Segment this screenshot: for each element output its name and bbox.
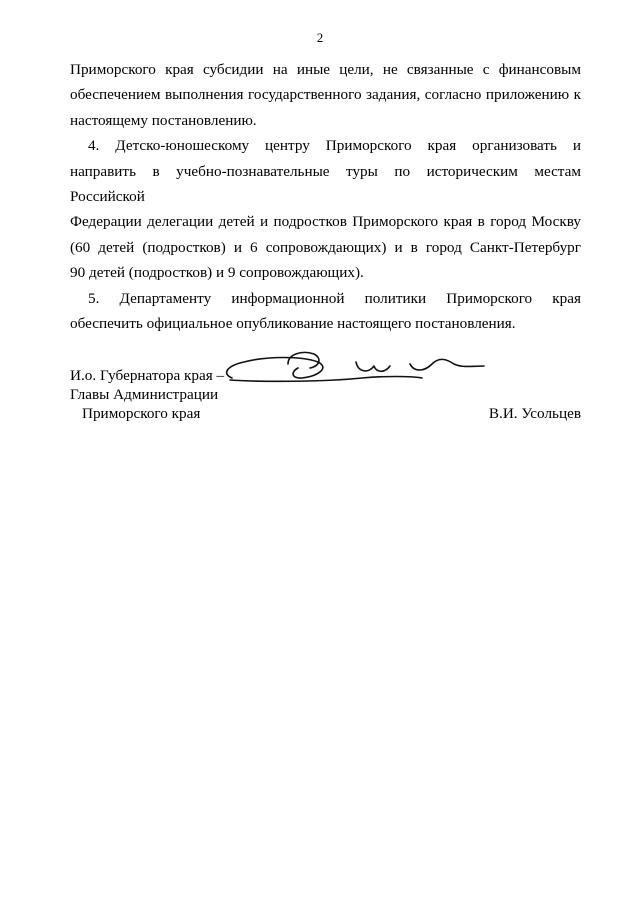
text-line: Федерации делегации детей и подростков Приморского края в город Москву <box>70 213 581 231</box>
paragraph-item-5 <box>70 286 581 337</box>
text-line: настоящему постановлению. <box>70 111 257 129</box>
text-line: (60 детей (подростков) и 6 сопровождающих) и в город Санкт-Петербург <box>70 238 581 256</box>
signatory-title-line-2: Главы Администрации <box>70 386 219 403</box>
text-line: 4. Детско-юношескому центру Приморского края организовать и <box>88 137 581 155</box>
text-line: обеспечением выполнения государственного задания, согласно приложению к <box>70 86 581 104</box>
text-line: 90 детей (подростков) и 9 сопровождающих). <box>70 264 364 282</box>
paragraph-item-4 <box>70 133 581 285</box>
text-line: обеспечить официальное опубликование настоящего постановления. <box>70 315 516 333</box>
text-line: Приморского края субсидии на иные цели, не связанные с финансовым <box>70 61 581 78</box>
signatory-title-line-3: Приморского края <box>82 405 201 422</box>
signatory-title-line-1: И.о. Губернатора края – <box>70 367 225 384</box>
signature-block <box>70 366 581 426</box>
paragraph-continuation <box>70 57 581 133</box>
signatory-name: В.И. Усольцев <box>488 405 581 422</box>
text-line: направить в учебно-познавательные туры по историческим местам Российской <box>70 162 581 206</box>
text-line: 5. Департаменту информационной политики Приморского края <box>88 289 581 307</box>
document-body <box>70 57 581 336</box>
page-number: 2 <box>316 30 324 45</box>
